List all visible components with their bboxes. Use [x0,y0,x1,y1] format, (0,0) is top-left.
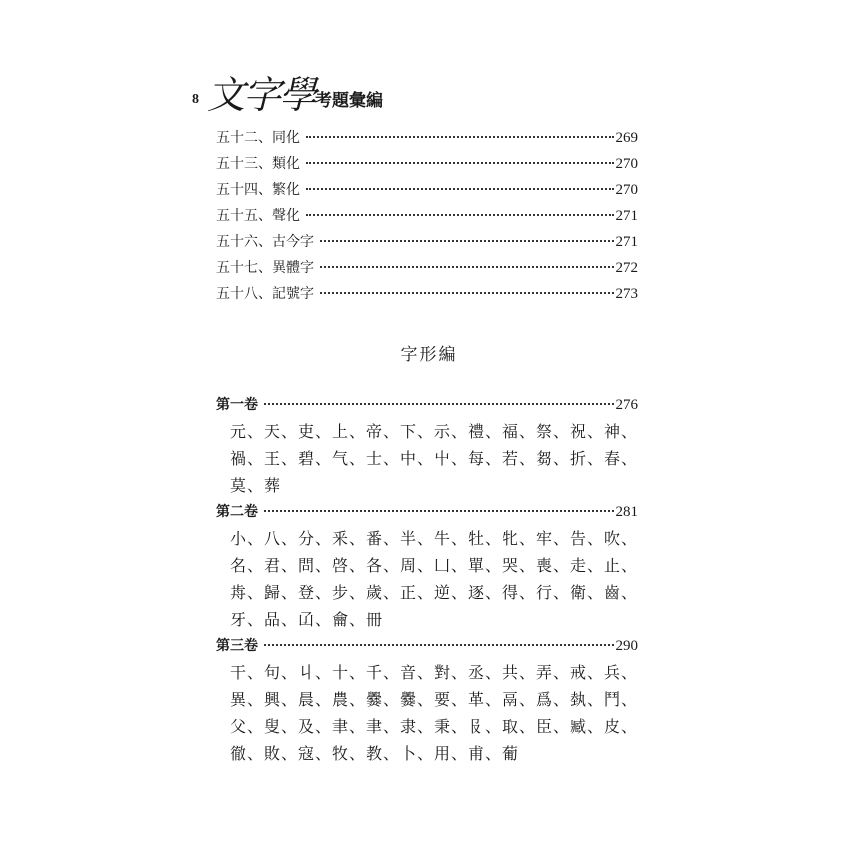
volume-label: 第三卷 [216,638,258,654]
character-list-line: 徹、敗、寇、牧、教、卜、用、甫、葡 [230,744,520,763]
volume-label: 第二卷 [216,504,258,520]
dot-leader [320,240,614,242]
dot-leader [320,266,614,268]
page-header [192,64,384,117]
toc-entry[interactable] [216,281,638,307]
toc-entry-label: 五十四、繁化 [216,182,300,198]
dot-leader [306,188,614,190]
dot-leader [306,162,614,164]
character-list-line: 歬、歸、登、步、歲、正、逆、逐、得、行、衛、齒、 [230,583,639,602]
toc-entry-page: 273 [615,286,638,302]
character-list-line: 異、興、晨、農、爨、爨、要、革、鬲、爲、埶、鬥、 [230,690,639,709]
toc-entry-label: 五十六、古今字 [216,234,314,250]
toc-top-list [216,125,638,307]
book-title-main: 文字學 [207,73,316,117]
volume-page: 290 [615,638,638,654]
dot-leader [306,136,614,138]
dot-leader [264,510,614,512]
character-list-line: 禍、王、碧、气、士、中、屮、每、若、芻、折、春、 [230,449,639,468]
character-list-line: 莫、葬 [230,476,282,495]
toc-entry-page: 272 [615,260,638,276]
character-list-line: 小、八、分、釆、番、半、牛、牡、牝、牢、告、吹、 [230,529,639,548]
toc-entry-label: 五十三、類化 [216,156,300,172]
toc-entry[interactable] [216,255,638,281]
character-list-line: 名、君、問、啓、各、周、凵、單、哭、喪、走、止、 [230,556,639,575]
volume-page: 281 [615,504,638,520]
toc-entry-page: 270 [615,182,638,198]
volume-label: 第一卷 [216,397,258,413]
toc-entry-label: 五十五、聲化 [216,208,300,224]
toc-entry[interactable] [216,177,638,203]
volume-entry[interactable] [216,392,638,418]
volume-entry[interactable] [216,633,638,659]
toc-entry-page: 269 [615,130,638,146]
toc-entry-label: 五十二、同化 [216,130,300,146]
dot-leader [264,403,614,405]
page-number: 8 [192,92,199,107]
character-list-line: 父、叟、及、聿、聿、隶、秉、𠬝、取、臣、臧、皮、 [230,717,639,736]
toc-volumes-list [216,392,638,767]
toc-entry-label: 五十七、異體字 [216,260,314,276]
character-list-line: 牙、品、𠙶、龠、冊 [230,610,384,629]
toc-entry-page: 271 [615,208,638,224]
volume-entry[interactable] [216,499,638,525]
character-list-line: 元、天、吏、上、帝、下、示、禮、福、祭、祝、神、 [230,422,639,441]
section-title: 字形編 [400,345,458,365]
toc-entry-label: 五十八、記號字 [216,286,314,302]
book-title-sub: 考題彙編 [315,91,384,111]
toc-entry[interactable] [216,203,638,229]
toc-entry-page: 271 [615,234,638,250]
dot-leader [320,292,614,294]
character-list-line: 干、句、丩、十、千、音、對、丞、共、弄、戒、兵、 [230,663,639,682]
dot-leader [306,214,614,216]
toc-entry[interactable] [216,125,638,151]
toc-entry-page: 270 [615,156,638,172]
toc-entry[interactable] [216,151,638,177]
dot-leader [264,644,614,646]
toc-entry[interactable] [216,229,638,255]
volume-page: 276 [615,397,638,413]
